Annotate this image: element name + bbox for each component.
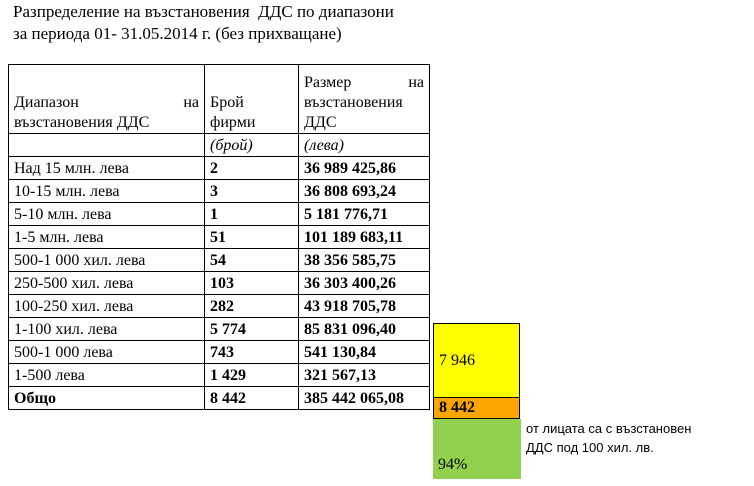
amount-cell: 541 130,84	[299, 341, 430, 364]
table-row	[9, 157, 430, 180]
total-row	[9, 387, 430, 410]
table-row	[9, 364, 430, 387]
count-cell: 1 429	[205, 364, 299, 387]
count-cell: 743	[205, 341, 299, 364]
amount-cell: 85 831 096,40	[299, 318, 430, 341]
table-row	[9, 341, 430, 364]
header-row	[9, 65, 430, 134]
count-cell: 103	[205, 272, 299, 295]
header-range	[9, 65, 205, 134]
amount-cell: 36 303 400,26	[299, 272, 430, 295]
table-row	[9, 180, 430, 203]
subtotal-cell	[433, 323, 520, 398]
header-count-line1: Брой	[210, 94, 244, 111]
units-empty	[9, 134, 205, 157]
header-range-word2: възстановения ДДС	[14, 114, 150, 131]
range-cell: 1-5 млн. лева	[9, 226, 205, 249]
total-count: 8 442	[205, 387, 299, 410]
units-count: (брой)	[205, 134, 299, 157]
table-row	[9, 318, 430, 341]
total-highlight-value: 8 442	[439, 399, 475, 416]
header-amount-na: на	[408, 74, 424, 91]
header-count-line2: фирми	[210, 114, 256, 131]
table-row	[9, 226, 430, 249]
table-row	[9, 272, 430, 295]
amount-cell: 43 918 705,78	[299, 295, 430, 318]
range-cell: 500-1 000 лева	[9, 341, 205, 364]
count-cell: 3	[205, 180, 299, 203]
amount-cell: 36 808 693,24	[299, 180, 430, 203]
amount-cell: 5 181 776,71	[299, 203, 430, 226]
percent-cell	[433, 419, 521, 479]
total-label: Общо	[9, 387, 205, 410]
units-row	[9, 134, 430, 157]
total-highlight-cell	[433, 397, 520, 419]
range-cell: 500-1 000 хил. лева	[9, 249, 205, 272]
range-cell: Над 15 млн. лева	[9, 157, 205, 180]
range-cell: 10-15 млн. лева	[9, 180, 205, 203]
header-amount-word: Размер	[304, 74, 352, 91]
range-cell: 250-500 хил. лева	[9, 272, 205, 295]
amount-cell: 36 989 425,86	[299, 157, 430, 180]
vat-refund-table	[8, 64, 430, 410]
table-row	[9, 203, 430, 226]
percent-value: 94%	[438, 456, 468, 473]
count-cell: 2	[205, 157, 299, 180]
table-row	[9, 249, 430, 272]
amount-cell: 101 189 683,11	[299, 226, 430, 249]
count-cell: 51	[205, 226, 299, 249]
count-cell: 282	[205, 295, 299, 318]
percent-note: от лицата са с възстановен ДДС под 100 хил. лв.	[526, 421, 692, 455]
count-cell: 1	[205, 203, 299, 226]
count-cell: 54	[205, 249, 299, 272]
range-cell: 5-10 млн. лева	[9, 203, 205, 226]
count-cell: 5 774	[205, 318, 299, 341]
table-row	[9, 295, 430, 318]
header-range-na: на	[183, 94, 199, 111]
amount-cell: 321 567,13	[299, 364, 430, 387]
header-amount	[299, 65, 430, 134]
total-amount: 385 442 065,08	[299, 387, 430, 410]
header-range-word: Диапазон	[14, 94, 79, 111]
units-amount: (лева)	[299, 134, 430, 157]
title-line-1: Разпределение на възстановения ДДС по диапазони	[13, 2, 394, 21]
header-amount-line2: възстановения	[304, 94, 403, 111]
subtotal-value: 7 946	[439, 352, 475, 369]
title-line-2: за периода 01- 31.05.2014 г. (без прихващане)	[13, 24, 342, 43]
range-cell: 1-500 лева	[9, 364, 205, 387]
range-cell: 100-250 хил. лева	[9, 295, 205, 318]
range-cell: 1-100 хил. лева	[9, 318, 205, 341]
header-amount-line3: ДДС	[304, 114, 337, 131]
header-count	[205, 65, 299, 134]
amount-cell: 38 356 585,75	[299, 249, 430, 272]
